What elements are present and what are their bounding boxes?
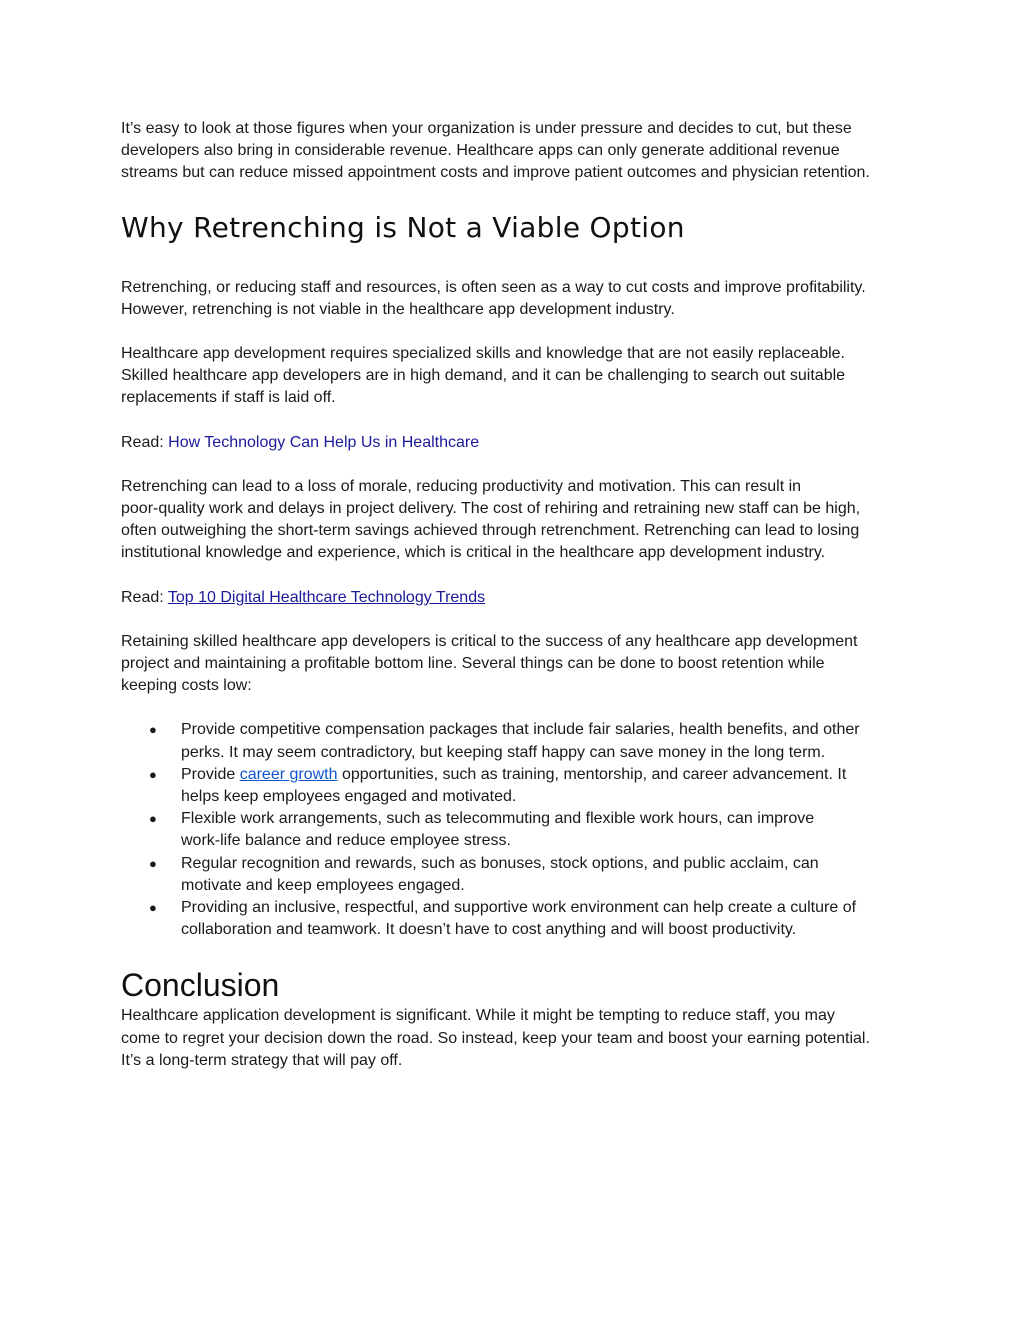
text-line: Retrenching can lead to a loss of morale, reducing productivity and motivation. This can result in [121,477,802,495]
list-item [121,764,911,808]
text-line: Retaining skilled healthcare app developers is critical to the success of any healthcare app development [121,632,858,650]
link-how-technology-healthcare[interactable]: How Technology Can Help Us in Healthcare [168,433,480,451]
paragraph-conclusion [121,1005,911,1072]
retention-tips-list [121,719,911,941]
read-prefix: Read: [121,588,168,606]
paragraph-specialized-skills [121,343,911,410]
text-line: developers also bring in considerable revenue. Healthcare apps can only generate additional revenue [121,142,840,160]
text-line: poor-quality work and delays in project delivery. The cost of rehiring and retraining new staff can be high, [121,500,861,518]
read-prefix: Read: [121,433,169,451]
bullet-icon: ● [149,900,157,916]
text-line: Skilled healthcare app developers are in high demand, and it can be challenging to search out suitable [121,367,846,385]
text-line: collaboration and teamwork. It doesn’t have to cost anything and will boost productivity. [181,921,797,939]
paragraph-morale [121,476,911,565]
link-career-growth[interactable]: career growth [239,765,338,783]
text-line: motivate and keep employees engaged. [181,876,465,894]
text-line [181,764,911,786]
text-line: Provide competitive compensation packages that include fair salaries, health benefits, and other [181,721,860,739]
document-page [121,118,911,1072]
text-line: helps keep employees engaged and motivated. [181,788,517,806]
paragraph-retaining [121,631,911,698]
link-top-10-trends[interactable]: Top 10 Digital Healthcare Technology Trends [167,588,486,606]
intro-paragraph [121,118,911,185]
text-line: come to regret your decision down the road. So instead, keep your team and boost your earning potential. [121,1029,870,1047]
text-line: Flexible work arrangements, such as telecommuting and flexible work hours, can improve [181,810,815,828]
heading-why-retrenching: Why Retrenching is Not a Viable Option [121,210,685,244]
text-line: Healthcare application development is significant. While it might be tempting to reduce staff, you may [121,1007,835,1025]
paragraph-retrenching-definition [121,277,911,321]
text-line: institutional knowledge and experience, which is critical in the healthcare app development industry. [121,544,826,562]
text-line: Regular recognition and rewards, such as bonuses, stock options, and public acclaim, can [181,854,819,872]
text-line: keeping costs low: [121,677,252,695]
text-line: It’s a long-term strategy that will pay off. [121,1051,403,1069]
list-item [121,808,911,852]
read-more-line-2 [121,587,911,609]
bullet-icon: ● [149,722,157,738]
text-line: Retrenching, or reducing staff and resources, is often seen as a way to cut costs and improve profitability. [121,278,866,296]
text-line: often outweighing the short-term savings achieved through retrenchment. Retrenching can lead to losing [121,522,860,540]
text-line: It’s easy to look at those figures when your organization is under pressure and decides to cut, but these [121,120,852,137]
heading-conclusion: Conclusion [121,967,280,1004]
list-item [121,897,911,941]
text-line: However, retrenching is not viable in the healthcare app development industry. [121,300,675,318]
bullet-icon: ● [149,811,157,827]
text-fragment: opportunities, such as training, mentorship, and career advancement. It [337,765,847,783]
bullet-icon: ● [149,766,157,782]
text-line: work-life balance and reduce employee stress. [181,832,511,850]
text-line: Healthcare app development requires specialized skills and knowledge that are not easily replaceable. [121,345,845,363]
text-line: project and maintaining a profitable bottom line. Several things can be done to boost retention while [121,655,825,673]
text-line: streams but can reduce missed appointment costs and improve patient outcomes and physician retention. [121,164,870,182]
list-item [121,719,911,763]
text-line: perks. It may seem contradictory, but keeping staff happy can save money in the long term. [181,743,826,761]
read-more-line-1 [121,432,911,454]
text-fragment: Provide [181,765,240,783]
text-line: replacements if staff is laid off. [121,389,336,407]
bullet-icon: ● [149,855,157,871]
list-item [121,853,911,897]
text-line: Providing an inclusive, respectful, and supportive work environment can help create a culture of [181,899,857,917]
